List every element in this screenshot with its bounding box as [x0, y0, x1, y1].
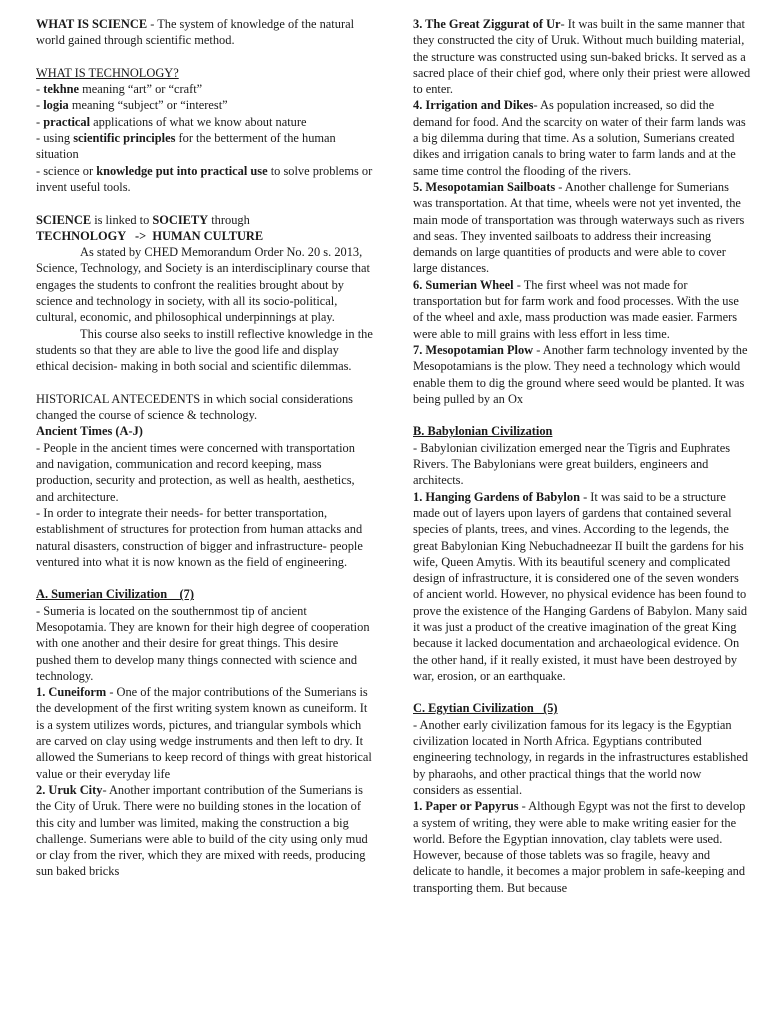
- historical-intro: HISTORICAL ANTECEDENTS in which social considerations changed the course of science & technology.: [36, 391, 353, 423]
- technology-line-5: - science or knowledge put into practical use to solve problems or invent useful tools.: [36, 163, 373, 194]
- ancient-times-heading: Ancient Times (A-J): [36, 424, 143, 439]
- science-definition: [36, 16, 374, 49]
- egyptian-intro: - Another early civilization famous for its legacy is the Egyptian civilization located in North Africa. Egyptians contributed engineering technology, in regards in the infrastructures established by pharaohs, and other practical things that the world now considers as essential.: [413, 717, 749, 797]
- babylonian-intro: - Babylonian civilization emerged near the Tigris and Euphrates Rivers. The Babylonians were great builders, engineers and architects.: [413, 440, 731, 488]
- sumerian-intro: - Sumeria is located on the southernmost tip of ancient Mesopotamia. They are known for their high degree of cooperation with one another and their desire for great things. This desire pushed them to develop many things connected with science and technology.: [36, 603, 370, 683]
- babylonian-item-1: 1. Hanging Gardens of Babylon - It was said to be a structure made out of layers upon layers of gardens that contained several species of plants, trees, and vines. According to the legends, the great Babylonian King Nebuchadneezar II built the gardens for his wife, Queen Amytis. With its beautiful scenery and complicated design of infrastructure, it is considered one of the seven wonders of ancient world. However, no physical evidence has been found to prove the existence of the Hanging Gardens of Babylon. Many said it was just a product of the creative imagination of the great King because it lacked documentation and archaeological evidence. On the other hand, if it really existed, it must have been destroyed by war, erosion, or an earthquake.: [413, 489, 748, 683]
- sumerian-item-1: 1. Cuneiform - One of the major contributions of the Sumerians is the development of the first writing system known as cuneiform. It is a system utilizes words, pictures, and triangular symbols which are carved on clay using wedge instruments and then left to dry. It allowed the Sumerians to keep record of things with great historical value or their everyday life: [36, 685, 372, 781]
- right-column: [413, 16, 751, 896]
- technology-line-4: - using scientific principles for the betterment of the human situation: [36, 131, 336, 162]
- technology-line-2: - logia meaning “subject” or “interest”: [36, 98, 228, 113]
- ched-paragraph: As stated by CHED Memorandum Order No. 20 s. 2013, Science, Technology, and Society is an interdisciplinary course that engages the students to confront the realities brought about by science and technology in society, with all its socio-political, cultural, economic, and philosophical underpinnings at play.: [36, 245, 370, 325]
- sumerian-item-5: 5. Mesopotamian Sailboats - Another challenge for Sumerians was transportation. At that time, wheels were not yet invented, the main mode of transportation was through waterways such as rivers and seas. They invented sailboats to address their increasing demands on large quantities of products and were able to cover large distances.: [413, 179, 745, 276]
- sumerian-item-7: 7. Mesopotamian Plow - Another farm technology invented by the Mesopotamians is the plow. They need a technology which would enable them to dig the ground where seed would be planted. It was being pulled by an Ox: [413, 342, 748, 406]
- egyptian-item-1: 1. Paper or Papyrus - Although Egypt was not the first to develop a system of writing, they were able to make writing easier for the world. Before the Egyptian innovation, clay tablets were used. However, because of those tablets was so fragile, heavy and delicate to handle, it becomes a major problem in safe-keeping and transporting them. But because: [413, 799, 746, 895]
- sumerian-item-3: 3. The Great Ziggurat of Ur- It was built in the same manner that they constructed the city of Uruk. Without much building material, the structure was constructed using sun-baked bricks. It served as a sacred place of their chief god, where only their priest were allowed to enter.: [413, 17, 751, 97]
- science-def-text: - The system of knowledge of the natural world gained through scientific method.: [36, 17, 355, 48]
- technology-culture-line: TECHNOLOGY -> HUMAN CULTURE: [36, 228, 264, 243]
- sumerian-item-6: 6. Sumerian Wheel - The first wheel was not made for transportation but for farm work and food processes. With the use of the wheel and axle, mass production was made easier. Farmers were able to mill grains with less effort in less time.: [413, 277, 739, 341]
- sumerian-heading: A. Sumerian Civilization (7): [36, 587, 194, 602]
- technology-heading: WHAT IS TECHNOLOGY?: [36, 65, 179, 80]
- technology-line-3: - practical applications of what we know about nature: [36, 114, 307, 129]
- babylonian-heading: B. Babylonian Civilization: [413, 424, 553, 439]
- sumerian-item-4: 4. Irrigation and Dikes- As population increased, so did the demand for food. And the scarcity on water of their farm lands was a big dilemma during that time. As a solution, Sumerians created dikes and irrigation canals to bring water to farm lands and at the same time control the flooding of the rivers.: [413, 98, 746, 178]
- science-term: WHAT IS SCIENCE: [36, 17, 148, 31]
- course-paragraph: This course also seeks to instill reflective knowledge in the students so that they are able to live the good life and display ethical decision- making in both social and scientific dilemmas.: [36, 326, 373, 374]
- ancient-paragraph-2: - In order to integrate their needs- for better transportation, establishment of structures for protection from human attacks and natural disasters, construction of bigger and infrastructure- people ventured into what it is now known as the field of engineering.: [36, 505, 363, 569]
- ancient-paragraph-1: - People in the ancient times were concerned with transportation and navigation, communication and record keeping, mass production, security and protection, as well as health, aesthetics, and architecture.: [36, 440, 355, 504]
- science-society-link: SCIENCE is linked to SOCIETY through: [36, 212, 250, 227]
- left-column: [36, 16, 374, 880]
- egyptian-heading: C. Egytian Civilization (5): [413, 701, 558, 716]
- technology-line-1: - tekhne meaning “art” or “craft”: [36, 82, 203, 97]
- sumerian-item-2: 2. Uruk City- Another important contribution of the Sumerians is the City of Uruk. There were no building stones in the location of this city and lumber was limited, making the construction a big challenge. Sumerians were able to build of the city using only mud or clay from the river, which they are mixed with reeds, producing sun baked bricks: [36, 782, 368, 879]
